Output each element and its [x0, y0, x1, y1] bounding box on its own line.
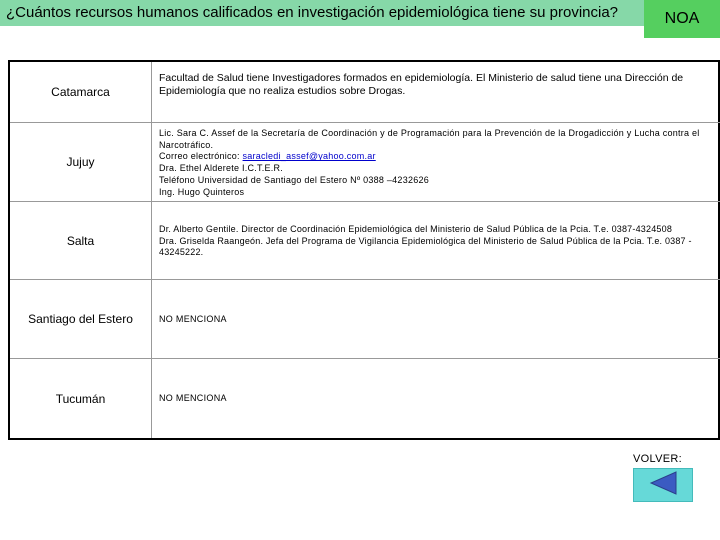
info-text: NO MENCIONA [159, 314, 227, 324]
province-cell: Jujuy [10, 123, 152, 201]
info-cell [159, 280, 719, 358]
info-text: Dra. Ethel Alderete I.C.T.E.R. [159, 163, 284, 174]
province-cell: Salta [10, 202, 152, 279]
province-cell: Catamarca [10, 62, 152, 122]
resources-table [8, 60, 720, 440]
table-row [10, 359, 720, 438]
region-badge: NOA [644, 0, 720, 38]
info-text: Lic. Sara C. Assef de la Secretaría de Coordinación y de Programación para la Prevención de la Drogadicción y Lucha contra el Narcotráfico. [159, 128, 700, 150]
province-cell: Santiago del Estero [10, 280, 152, 358]
email-line [159, 151, 719, 163]
info-text: Teléfono Universidad de Santiago del Estero Nº 0388 –4232626 [159, 174, 429, 185]
email-prefix: Correo electrónico: [159, 151, 243, 162]
info-cell [159, 202, 719, 279]
info-text: NO MENCIONA [159, 393, 227, 403]
info-text: Ing. Hugo Quinteros [159, 186, 245, 197]
back-button[interactable] [633, 468, 693, 502]
province-cell: Tucumán [10, 359, 152, 438]
info-cell [159, 62, 719, 122]
info-text: Dra. Griselda Raangeón. Jefa del Programa de Vigilancia Epidemiológica del Ministerio de Salud Pública de la Pcia. T.e. 0387 - 43245222. [159, 235, 692, 258]
header-bar [0, 0, 644, 26]
info-cell [159, 123, 719, 201]
email-link[interactable]: saracledi_assef@yahoo.com.ar [242, 151, 376, 162]
back-label: VOLVER: [633, 453, 682, 465]
info-text: Facultad de Salud tiene Investigadores formados en epidemiología. El Ministerio de salud tiene una Dirección de Epidemiología que no realiza estudios sobre Drogas. [159, 72, 684, 97]
page-title: ¿Cuántos recursos humanos calificados en investigación epidemiológica tiene su provincia? [6, 4, 619, 21]
table-row [10, 202, 720, 280]
left-triangle-icon [648, 470, 678, 501]
table-row [10, 123, 720, 202]
table-row [10, 62, 720, 123]
table-row [10, 280, 720, 359]
info-text: Dr. Alberto Gentile. Director de Coordinación Epidemiológica del Ministerio de Salud Pública de la Pcia. T.e. 0387-4324508 [159, 224, 673, 234]
info-cell [159, 359, 719, 438]
